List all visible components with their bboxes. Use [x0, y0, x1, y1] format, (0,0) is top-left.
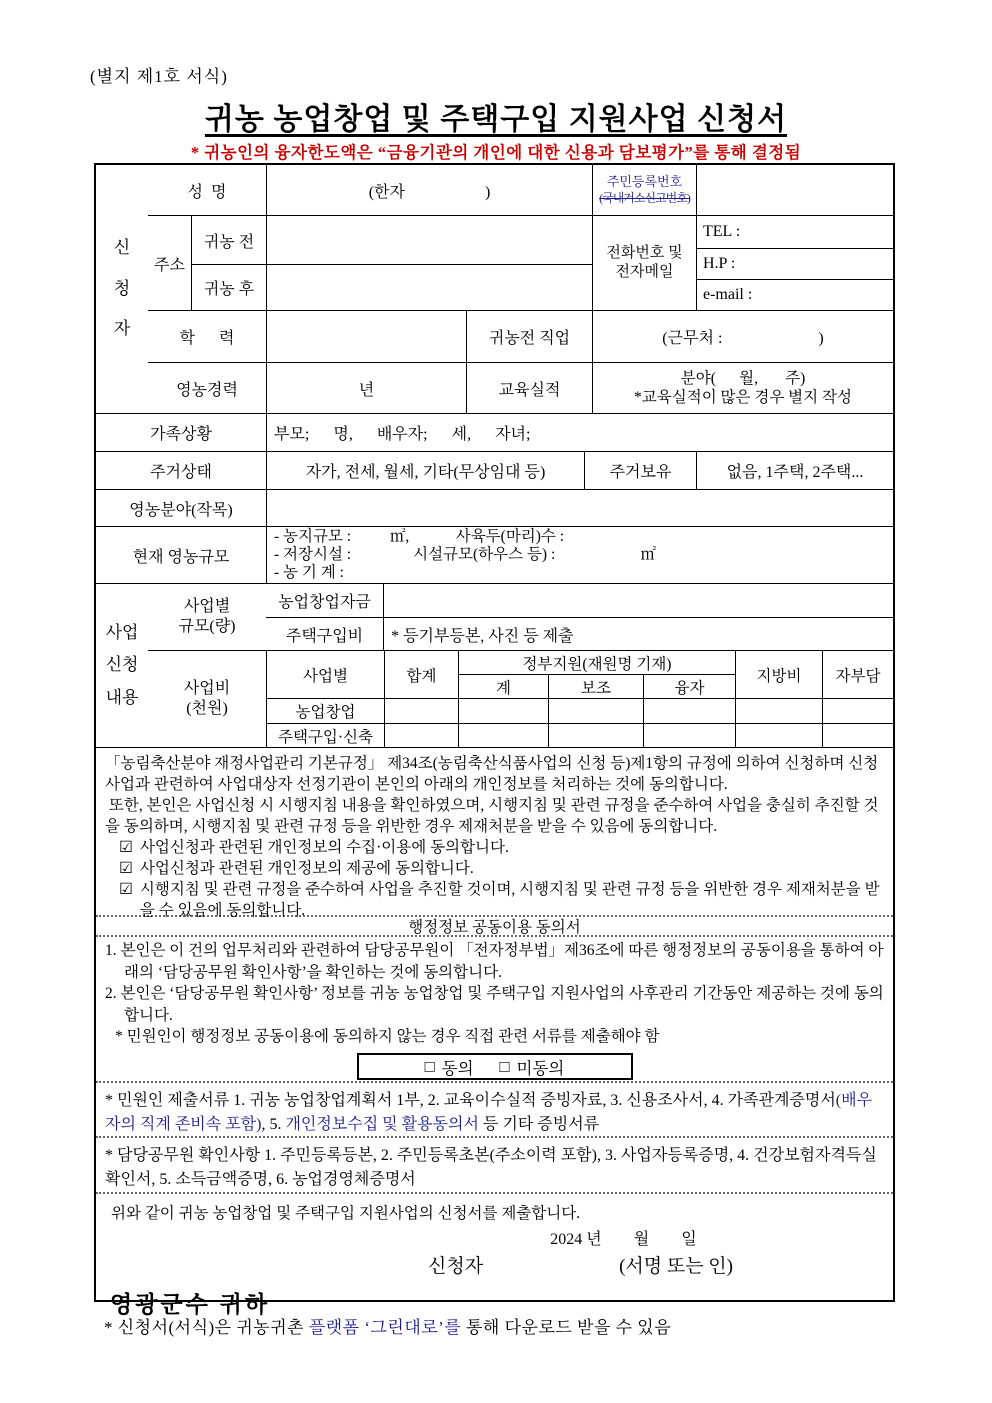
consent-check-1[interactable]	[105, 837, 884, 858]
sign-or-seal-label: (서명 또는 인)	[619, 1256, 733, 1277]
budget-row-startup-label: 농업창업	[267, 699, 384, 723]
applicant-docs-text-2: (배우자의 직계 존비속 포함)	[105, 1092, 873, 1133]
download-note-text-1: * 신청서(서식)은 귀농귀촌	[104, 1318, 309, 1337]
business-cost-rows	[148, 650, 893, 747]
budget-col-gov-subsidy: 보조	[549, 675, 643, 698]
phone-label-line1: 전화번호 및	[606, 245, 683, 262]
budget-value-cell[interactable]	[823, 699, 893, 723]
consent-check-2-label: 사업신청과 관련된 개인정보의 제공에 동의합니다.	[139, 860, 474, 877]
address-after-label: 귀농 후	[192, 264, 266, 310]
business-scale-inputs	[266, 584, 893, 650]
career-years-input[interactable]: 년	[266, 363, 466, 413]
unchecked-checkbox-icon[interactable]: □	[499, 1056, 510, 1076]
scale-line-1: - 농지규모 : ㎡, 사육두(마리)수 :	[274, 528, 565, 545]
disagree-option[interactable]	[500, 1055, 565, 1079]
budget-value-cell[interactable]	[549, 699, 643, 723]
name-hanja-input[interactable]: (한자 )	[266, 165, 592, 215]
applicant-signature-label: 신청자	[428, 1256, 484, 1277]
housing-type-input[interactable]: 자가, 전세, 월세, 기타(무상임대 등)	[266, 452, 584, 489]
budget-table	[266, 651, 893, 747]
official-docs-section: * 담당공무원 확인사항 1. 주민등록등본, 2. 주민등록초본(주소이력 포함), 3. 사업자등록증명, 4. 건강보험자격득실확인서, 5. 소득금액증명, 6. 농업경영체증명서	[96, 1136, 893, 1192]
recipient-title: 영광군수 귀하	[110, 1292, 271, 1317]
budget-value-cell[interactable]	[736, 724, 822, 747]
housing-row	[96, 451, 893, 489]
resident-no-label: 주민등록번호	[606, 173, 683, 189]
consent-paragraph-1: 「농림축산분야 재정사업관리 기본규정」 제34조(농림축산식품사업의 신청 등)제1항의 규정에 의하여 신청하며 신청사업과 관련하여 사업대상자 선정기관이 본인의 아래의 개인정보를 처리하는 것에 동의합니다.	[105, 755, 879, 793]
consent-paragraph-2: 또한, 본인은 사업신청 시 시행지침 내용을 확인하였으며, 시행지침 및 관련 규정을 준수하여 사업을 충실히 추진할 것을 동의하며, 시행지침 및 관련 규정 등을 위반한 경우 제재처분을 받을 수 있음에 동의합니다.	[105, 797, 879, 835]
consent-section	[96, 747, 893, 919]
budget-value-cell[interactable]	[644, 724, 735, 747]
tel-input[interactable]: TEL :	[703, 223, 741, 240]
agree-label: 동의	[441, 1058, 474, 1078]
disagree-label: 미동의	[516, 1058, 565, 1078]
budget-value-cell[interactable]	[459, 699, 548, 723]
unchecked-checkbox-icon[interactable]: □	[424, 1056, 435, 1076]
budget-value-cell[interactable]	[549, 724, 643, 747]
startup-fund-label: 농업창업자금	[278, 594, 371, 611]
closing-date: 2024 년 월 일	[550, 1231, 697, 1248]
training-label: 교육실적	[466, 363, 592, 413]
address-after-input[interactable]	[267, 264, 592, 310]
budget-col-gov-sum: 계	[459, 675, 548, 698]
checked-checkbox-icon[interactable]: ☑	[119, 839, 133, 856]
training-input[interactable]	[592, 363, 893, 413]
house-fund-input[interactable]: * 등기부등본, 사진 등 제출	[383, 618, 893, 650]
business-scale-rows	[148, 584, 893, 650]
business-scale-label-line2: 규모(량)	[178, 618, 236, 635]
current-scale-row	[96, 526, 893, 583]
hp-input[interactable]: H.P :	[697, 248, 893, 279]
budget-value-cell[interactable]	[823, 724, 893, 747]
download-note	[104, 1313, 671, 1338]
phone-label-cell	[592, 216, 696, 310]
education-label: 학 력	[179, 330, 235, 347]
checked-checkbox-icon[interactable]: ☑	[119, 881, 133, 898]
crop-input[interactable]	[266, 490, 893, 526]
workplace-input[interactable]: (근무처 : )	[592, 311, 893, 362]
current-scale-label: 현재 영농규모	[132, 548, 230, 566]
scale-line-3: - 농 기 계 :	[274, 564, 344, 581]
page-title: 귀농 농업창업 및 주택구입 지원사업 신청서	[204, 103, 788, 136]
admin-share-item-2: 2. 본인은 ‘담당공무원 확인사항’ 정보를 귀농 농업창업 및 주택구입 지원사업의 사후관리 기간동안 제공하는 것에 동의합니다.	[105, 985, 884, 1024]
applicant-fields	[148, 165, 893, 413]
budget-value-cell[interactable]	[644, 699, 735, 723]
agree-choice-box	[357, 1053, 633, 1080]
applicant-docs-text-1: * 민원인 제출서류 1. 귀농 농업창업계획서 1부, 2. 교육이수실적 증빙자료, 3. 신용조사서, 4. 가족관계증명서	[105, 1092, 836, 1109]
consent-check-3-label: 시행지침 및 관련 규정을 준수하여 사업을 추진할 것이며, 시행지침 및 관련 규정 등을 위반한 경우 제재처분을 받을 수 있음에 동의합니다.	[139, 881, 880, 919]
admin-share-heading: 행정정보 공동이용 동의서	[96, 915, 893, 937]
consent-check-2[interactable]	[105, 858, 884, 879]
budget-col-local: 지방비	[736, 651, 822, 698]
training-value-line1: 분야( 월, 주)	[680, 369, 806, 387]
form-code-note: (별지 제1호 서식)	[90, 67, 228, 86]
applicant-docs-text-4: 개인정보수집 및 활용동의서	[285, 1116, 479, 1133]
resident-no-input[interactable]	[696, 165, 893, 215]
consent-check-1-label: 사업신청과 관련된 개인정보의 수집·이용에 동의합니다.	[139, 839, 509, 856]
prev-job-label: 귀농전 직업	[466, 311, 592, 362]
budget-value-cell[interactable]	[736, 699, 822, 723]
applicant-section-label-cell	[96, 165, 148, 413]
loan-limit-warning: * 귀농인의 융자한도액은 “금융기관의 개인에 대한 신용과 담보평가”를 통해 결정됨	[190, 143, 802, 162]
email-input[interactable]: e-mail :	[697, 279, 893, 310]
career-row	[148, 362, 893, 413]
agree-choice-row	[105, 1053, 884, 1080]
applicant-section-label: 신청자	[113, 237, 131, 339]
housing-label: 주거상태	[150, 464, 212, 481]
scale-line-2: - 저장시설 : 시설규모(하우스 등) : ㎡	[274, 546, 657, 563]
family-label: 가족상황	[150, 426, 212, 443]
closing-section	[96, 1192, 893, 1317]
phone-label-line2: 전자메일	[615, 264, 674, 280]
house-fund-label: 주택구입비	[285, 627, 364, 645]
resident-no-sublabel: (국내거소신고번호)	[599, 190, 690, 205]
current-scale-input[interactable]	[266, 527, 893, 583]
crop-row	[96, 489, 893, 526]
budget-col-gov-loan: 융자	[644, 675, 735, 698]
download-note-text-3: 통해 다운로드 받을 수 있음	[461, 1318, 672, 1337]
family-row	[96, 413, 893, 451]
crop-label: 영농분야(작목)	[129, 501, 233, 519]
career-label: 영농경력	[176, 381, 238, 399]
budget-value-cell[interactable]	[385, 724, 458, 747]
admin-share-item-1: 1. 본인은 이 건의 업무처리와 관련하여 담당공무원이 「전자정부법」제36조에 따른 행정정보의 공동이용을 통하여 아래의 ‘담당공무원 확인사항’을 확인하는 것에 동의합니다.	[105, 942, 884, 981]
signature-row	[96, 1251, 893, 1278]
applicant-docs-section	[96, 1081, 893, 1136]
cost-label-line1: 사업비	[183, 680, 231, 697]
closing-statement: 위와 같이 귀농 농업창업 및 주택구입 지원사업의 신청서를 제출합니다.	[111, 1205, 581, 1222]
business-fields	[148, 584, 893, 747]
business-scale-label-line1: 사업별	[183, 598, 231, 615]
education-row	[148, 310, 893, 362]
application-form-table	[94, 163, 895, 1317]
housing-own-input[interactable]: 없음, 1주택, 2주택...	[696, 452, 893, 489]
budget-row-house-label: 주택구입·신축	[267, 724, 384, 747]
admin-share-section	[96, 937, 893, 1081]
address-label: 주소	[154, 256, 185, 274]
budget-col-business: 사업별	[267, 651, 384, 698]
family-input[interactable]: 부모; 명, 배우자; 세, 자녀;	[266, 414, 893, 451]
address-sub-labels	[191, 216, 266, 310]
name-label: 성 명	[187, 183, 227, 201]
applicant-docs-text-5: 등 기타 증빙서류	[478, 1116, 600, 1133]
budget-value-cell[interactable]	[459, 724, 548, 747]
contact-inputs	[696, 216, 893, 310]
checked-checkbox-icon[interactable]: ☑	[119, 860, 133, 877]
training-value-line2: *교육실적이 많은 경우 별지 작성	[634, 389, 852, 406]
download-note-text-2: 플랫폼 ‘그린대로’를	[308, 1318, 462, 1337]
budget-col-self: 자부담	[823, 651, 893, 698]
admin-share-note: * 민원인이 행정정보 공동이용에 동의하지 않는 경우 직접 관련 서류를 제출해야 함	[115, 1028, 660, 1045]
budget-value-cell[interactable]	[385, 699, 458, 723]
business-section	[96, 583, 893, 747]
agree-option[interactable]	[425, 1055, 474, 1079]
budget-col-total: 합계	[385, 651, 458, 698]
resident-no-label-cell	[592, 165, 696, 215]
address-before-label: 귀농 전	[203, 233, 255, 251]
housing-own-label: 주거보유	[584, 452, 696, 489]
name-row	[148, 165, 893, 215]
cost-label-cell	[148, 651, 266, 747]
education-input[interactable]	[266, 311, 466, 362]
address-inputs	[266, 216, 592, 310]
business-scale-label-cell	[148, 584, 266, 650]
startup-fund-input[interactable]	[383, 584, 893, 617]
address-row	[148, 215, 893, 310]
address-before-input[interactable]	[267, 216, 592, 264]
applicant-section	[96, 165, 893, 413]
budget-col-gov: 정부지원(재원명 기재)	[459, 651, 735, 674]
business-section-label-cell	[96, 584, 148, 747]
cost-label-line2: (천원)	[186, 700, 228, 717]
business-section-label: 사업신청내용	[105, 623, 139, 707]
applicant-docs-text-3: , 5.	[261, 1116, 286, 1133]
